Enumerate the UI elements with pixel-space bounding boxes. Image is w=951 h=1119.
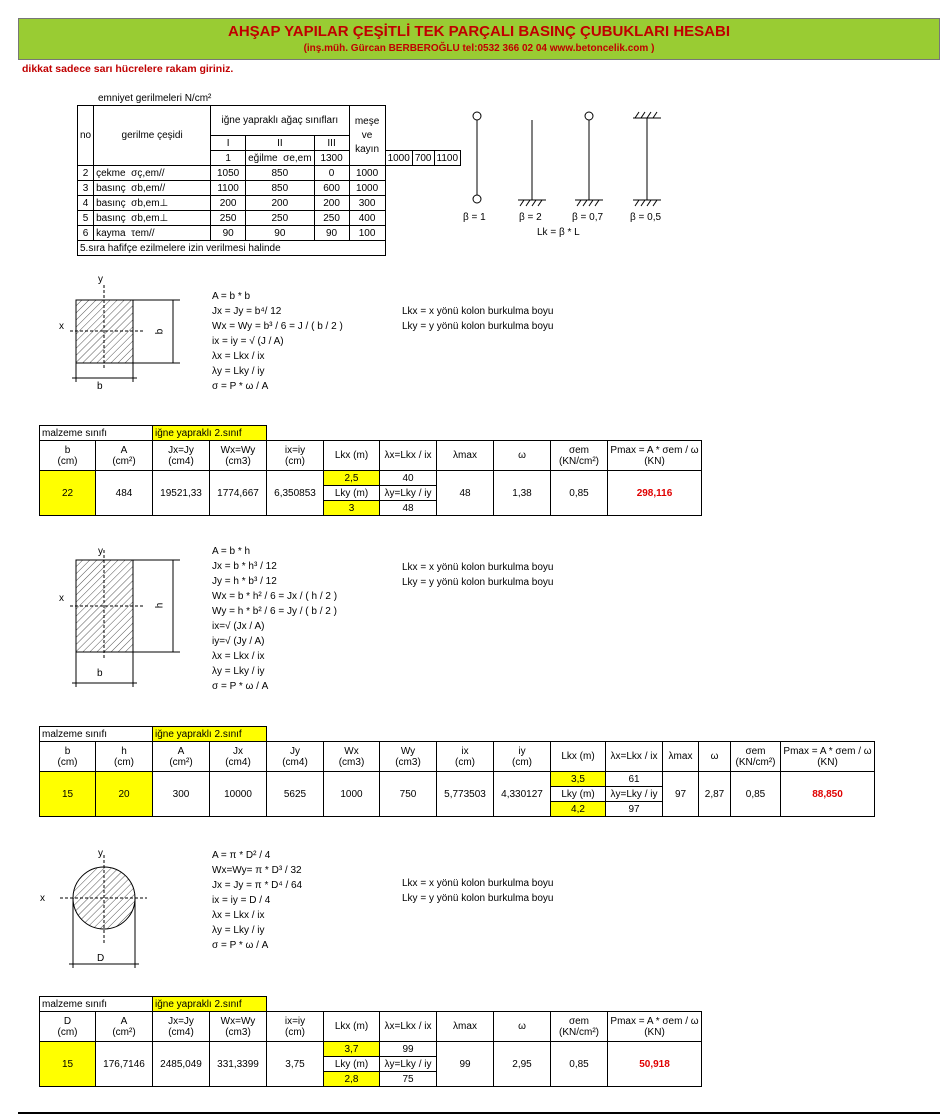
bottom-divider — [18, 1112, 940, 1114]
table-row: 2 çekme σç,em// 1050 850 0 1000 — [78, 166, 461, 181]
rect-section-diagram — [55, 545, 195, 690]
lky-input-2[interactable]: 4,2 — [551, 802, 606, 817]
d-input[interactable]: 15 — [40, 1042, 96, 1087]
beta-07: β = 0,7 — [572, 212, 604, 223]
axis-y-label-2: y — [98, 546, 103, 557]
stress-table — [77, 105, 461, 256]
col-no: no — [78, 106, 94, 166]
axis-x-label-3: x — [40, 893, 45, 904]
rect-formulas: A = b * h Jx = b * h³ / 12 Jy = h * b³ / 12 Wx = b * h² / 6 = Jx / ( h / 2 ) Wy = h * b² / 6 = Jy / ( b / 2 ) ix=√ (Jx / A) iy=√ (Jy / A) λx = Lkx / ix λy = Lky / iy σ = P * ω / A — [212, 546, 338, 692]
axis-x-label: x — [59, 321, 64, 332]
b-input-2[interactable]: 15 — [40, 772, 96, 817]
lky-note-3: Lky = y yönü kolon burkulma boyu — [402, 893, 554, 904]
lkx-input[interactable]: 2,5 — [324, 471, 380, 486]
material-class-input-3[interactable]: iğne yapraklı 2.sınıf — [153, 997, 267, 1012]
page-title: AHŞAP YAPILAR ÇEŞİTLİ TEK PARÇALI BASINÇ ÇUBUKLARI HESABI — [228, 23, 730, 40]
pmax-result-3: 50,918 — [608, 1042, 702, 1087]
dim-h-side: h — [154, 602, 166, 609]
stress-table-title: emniyet gerilmeleri N/cm² — [98, 93, 212, 104]
dim-d: D — [97, 953, 105, 964]
b-input[interactable]: 22 — [40, 471, 96, 516]
col-oak: meşe ve kayın — [349, 106, 385, 166]
table-row: 1 eğilme σe,em 1300 1000 700 1100 — [78, 151, 461, 166]
circle-section-diagram — [35, 845, 175, 975]
lkx-note: Lkx = x yönü kolon burkulma boyu — [402, 306, 554, 317]
square-formulas: A = b * b Jx = Jy = b⁴/ 12 Wx = Wy = b³ / 6 = J / ( b / 2 ) ix = iy = √ (J / A) λx = Lkx / ix λy = Lky / iy σ = P * ω / A — [212, 291, 343, 392]
table-row: 4 basınç σb,em⊥ 200 200 200 300 — [78, 196, 461, 211]
lk-formula: Lk = β * L — [537, 227, 580, 238]
beta-05: β = 0,5 — [630, 212, 662, 223]
pmax-result: 298,116 — [608, 471, 702, 516]
buckling-diagrams — [440, 105, 680, 210]
dim-b-side: b — [154, 328, 166, 335]
dim-b-bottom: b — [97, 381, 103, 392]
lkx-note-3: Lkx = x yönü kolon burkulma boyu — [402, 878, 554, 889]
material-class-input[interactable]: iğne yapraklı 2.sınıf — [153, 426, 267, 441]
page-subtitle: (inş.müh. Gürcan BERBEROĞLU tel:0532 366 02 04 www.betoncelik.com ) — [303, 43, 655, 54]
table-row: 6 kayma τem// 90 90 90 100 — [78, 226, 461, 241]
pmax-result-2: 88,850 — [781, 772, 875, 817]
beta-1: β = 1 — [463, 212, 486, 223]
table-row: 3 basınç σb,em// 1100 850 600 1000 — [78, 181, 461, 196]
col-type: gerilme çeşidi — [94, 106, 211, 166]
material-class-input-2[interactable]: iğne yapraklı 2.sınıf — [153, 727, 267, 742]
col-class-3: III — [314, 136, 349, 151]
axis-x-label-2: x — [59, 593, 64, 604]
dim-b-bottom-2: b — [97, 668, 103, 679]
lky-note: Lky = y yönü kolon burkulma boyu — [402, 321, 554, 332]
stress-note: 5.sıra hafifçe ezilmelere izin verilmesi halinde — [78, 241, 386, 256]
lky-input-3[interactable]: 2,8 — [324, 1072, 380, 1087]
axis-y-label: y — [98, 274, 103, 285]
rect-table: malzeme sınıfı iğne yapraklı 2.sınıf b (cm) h (cm) A (cm²) Jx (cm4) Jy (cm4) Wx (cm3) Wy (cm3) ix (cm) iy (cm) Lkx (m) λx=Lkx / ix λmax ω σem (KN/cm²) Pmax = A * σem / ω (KN) 15 20 300 10000 5625 1000 750 5,773503 4,330127 3,5 61 97 2,87 0,85 88,850 Lky (m) λy=Lky / iy 4,2 97 — [39, 726, 875, 817]
page-header — [18, 18, 940, 60]
lkx-note-2: Lkx = x yönü kolon burkulma boyu — [402, 562, 554, 573]
lkx-input-2[interactable]: 3,5 — [551, 772, 606, 787]
lkx-input-3[interactable]: 3,7 — [324, 1042, 380, 1057]
warning-text: dikkat sadece sarı hücrelere rakam giriniz. — [22, 63, 234, 75]
col-class-1: I — [211, 136, 246, 151]
lky-note-2: Lky = y yönü kolon burkulma boyu — [402, 577, 554, 588]
col-class-2: II — [246, 136, 314, 151]
h-input[interactable]: 20 — [96, 772, 153, 817]
square-table: malzeme sınıfı iğne yapraklı 2.sınıf b (cm) A (cm²) Jx=Jy (cm4) Wx=Wy (cm3) ix=iy (cm) Lkx (m) λx=Lkx / ix λmax ω σem (KN/cm²) Pmax = A * σem / ω (KN) 22 484 19521,33 1774,667 6,350853 2,5 40 48 1,38 0,85 298,116 Lky (m) λy=Lky / iy 3 48 — [39, 425, 702, 516]
table-row: 5 basınç σb,em⊥ 250 250 250 400 — [78, 211, 461, 226]
circle-formulas: A = π * D² / 4 Wx=Wy= π * D³ / 32 Jx = Jy = π * D⁴ / 64 ix = iy = D / 4 λx = Lkx / ix λy = Lky / iy σ = P * ω / A — [212, 850, 303, 951]
lky-input[interactable]: 3 — [324, 501, 380, 516]
col-conifer: iğne yapraklı ağaç sınıfları — [211, 106, 349, 136]
beta-2: β = 2 — [519, 212, 542, 223]
square-section-diagram — [55, 270, 195, 400]
circle-table: malzeme sınıfı iğne yapraklı 2.sınıf D (cm) A (cm²) Jx=Jy (cm4) Wx=Wy (cm3) ix=iy (cm) Lkx (m) λx=Lkx / ix λmax ω σem (KN/cm²) Pmax = A * σem / ω (KN) 15 176,7146 2485,049 331,3399 3,75 3,7 99 99 2,95 0,85 50,918 Lky (m) λy=Lky / iy 2,8 75 — [39, 996, 702, 1087]
axis-y-label-3: y — [98, 848, 103, 859]
